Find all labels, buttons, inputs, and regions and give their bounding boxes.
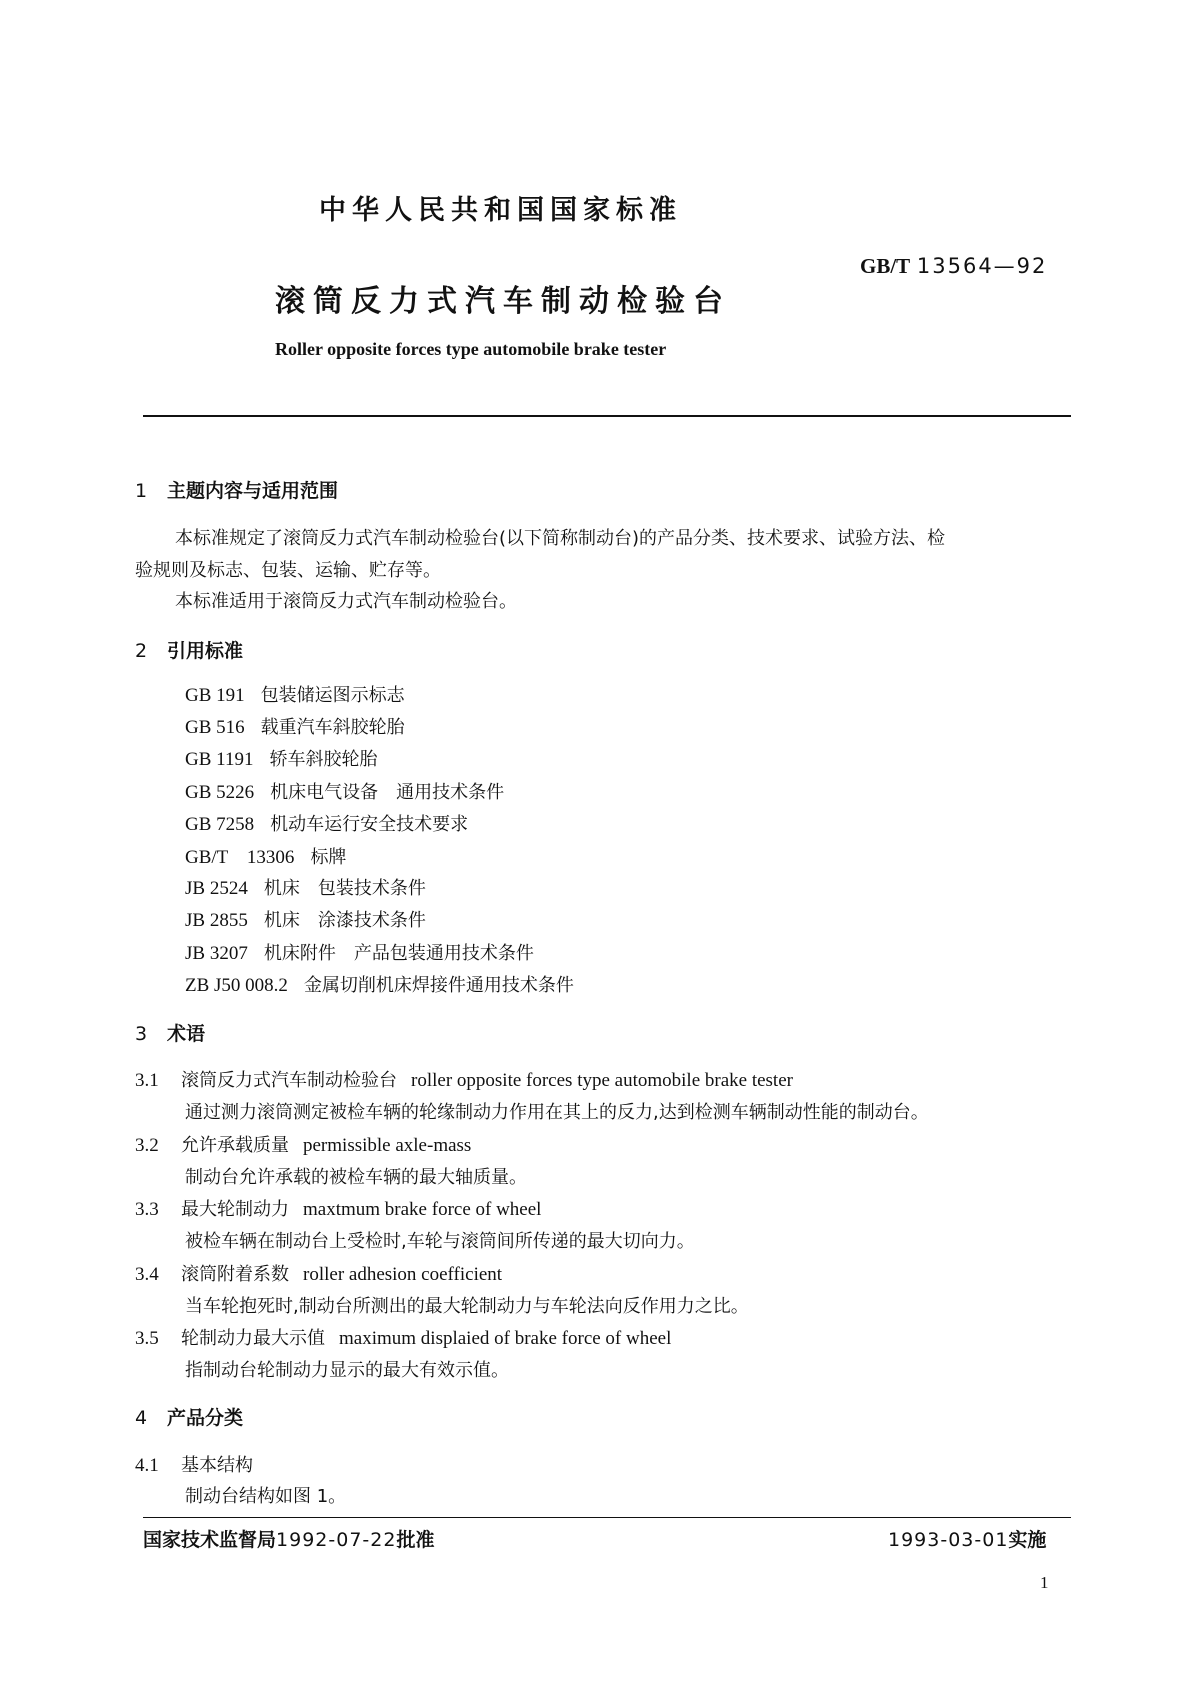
reference-item <box>185 778 504 804</box>
reference-item <box>185 874 426 900</box>
term-heading <box>135 1066 793 1092</box>
reference-item <box>185 810 468 836</box>
reference-code: GB 191 <box>185 685 245 706</box>
term-name-cn: 最大轮制动力 <box>181 1199 289 1220</box>
term-number: 3.2 <box>135 1134 159 1156</box>
reference-name: 金属切削机床焊接件通用技术条件 <box>303 974 574 996</box>
term-name-en: roller opposite forces type automobile brake tester <box>411 1070 793 1091</box>
term-definition: 当车轮抱死时,制动台所测出的最大轮制动力与车轮法向反作用力之比。 <box>185 1295 749 1317</box>
term-name-en: maximum displaied of brake force of wheel <box>339 1328 672 1349</box>
reference-code: JB 2855 <box>185 910 248 932</box>
footer-divider <box>143 1517 1071 1518</box>
term-definition: 制动台允许承载的被检车辆的最大轴质量。 <box>185 1166 527 1188</box>
term-name-cn: 轮制动力最大示值 <box>181 1328 325 1349</box>
standard-number-value: 13564—92 <box>916 254 1048 278</box>
subsection-number: 4.1 <box>135 1455 159 1476</box>
reference-item <box>185 906 426 932</box>
approver: 国家技术监督局 <box>143 1529 277 1551</box>
document-title-cn: 滚筒反力式汽车制动检验台 <box>275 284 731 319</box>
reference-code: ZB J50 008.2 <box>185 974 288 996</box>
reference-name: 机床 包装技术条件 <box>263 878 426 900</box>
term-name-en: permissible axle-mass <box>303 1134 472 1156</box>
standard-number <box>860 254 1047 279</box>
page-number: 1 <box>1040 1573 1049 1592</box>
standard-prefix: GB/T <box>860 254 911 278</box>
section-1-paragraph-2: 本标准适用于滚筒反力式汽车制动检验台。 <box>175 591 517 612</box>
reference-item <box>185 939 534 965</box>
subsection-4-1-heading <box>135 1451 253 1477</box>
reference-name: 机床 涂漆技术条件 <box>263 910 426 932</box>
reference-code: GB/T 13306 <box>185 847 295 868</box>
reference-code: GB 1191 <box>185 749 254 771</box>
reference-name: 标牌 <box>310 847 347 868</box>
reference-code: GB 5226 <box>185 781 255 803</box>
reference-item <box>185 971 574 997</box>
subsection-4-1-text: 制动台结构如图 1。 <box>185 1486 347 1507</box>
reference-item <box>185 681 405 707</box>
effective-label: 实施 <box>1008 1529 1047 1551</box>
document-title-en: Roller opposite forces type automobile brake tester <box>275 339 667 359</box>
reference-item <box>185 745 377 771</box>
section-title: 产品分类 <box>167 1407 244 1429</box>
reference-name: 机床附件 产品包装通用技术条件 <box>263 942 534 964</box>
national-standard-heading: 中华人民共和国国家标准 <box>319 195 682 226</box>
term-heading <box>135 1324 671 1350</box>
reference-name: 机床电气设备 通用技术条件 <box>270 781 505 803</box>
reference-name: 包装储运图示标志 <box>260 685 405 706</box>
reference-item <box>185 713 405 739</box>
section-1-heading <box>135 476 338 503</box>
term-name-en: roller adhesion coefficient <box>303 1263 503 1285</box>
section-2-heading <box>135 636 243 663</box>
term-name-cn: 允许承载质量 <box>181 1134 289 1156</box>
approve-date: 1992-07-22 <box>276 1529 397 1551</box>
term-number: 3.5 <box>135 1328 159 1349</box>
section-1-paragraph-1-line-1: 本标准规定了滚筒反力式汽车制动检验台(以下简称制动台)的产品分类、技术要求、试验方法、检 <box>175 528 946 549</box>
section-number: 4 <box>135 1407 148 1429</box>
reference-code: JB 3207 <box>185 942 248 964</box>
subsection-title: 基本结构 <box>181 1455 253 1476</box>
section-title: 引用标准 <box>167 640 244 662</box>
section-1-paragraph-1-line-2: 验规则及标志、包装、运输、贮存等。 <box>135 560 441 581</box>
reference-code: GB 7258 <box>185 813 255 835</box>
term-number: 3.4 <box>135 1263 159 1285</box>
effective-date: 1993-03-01 <box>888 1529 1009 1551</box>
section-4-heading <box>135 1403 243 1430</box>
term-definition: 指制动台轮制动力显示的最大有效示值。 <box>185 1360 509 1381</box>
term-name-cn: 滚筒反力式汽车制动检验台 <box>181 1070 397 1091</box>
reference-name: 机动车运行安全技术要求 <box>270 813 469 835</box>
section-title: 术语 <box>167 1023 206 1045</box>
reference-name: 载重汽车斜胶轮胎 <box>260 717 405 739</box>
term-heading <box>135 1131 471 1157</box>
reference-code: GB 516 <box>185 717 245 739</box>
term-name-cn: 滚筒附着系数 <box>181 1263 289 1285</box>
reference-item <box>185 842 346 869</box>
reference-code: JB 2524 <box>185 878 248 900</box>
term-name-en: maxtmum brake force of wheel <box>303 1199 542 1220</box>
term-heading <box>135 1260 502 1286</box>
section-3-heading <box>135 1019 205 1046</box>
effective-line <box>888 1525 1046 1552</box>
reference-name: 轿车斜胶轮胎 <box>269 749 378 771</box>
section-number: 1 <box>135 480 148 502</box>
term-definition: 通过测力滚筒测定被检车辆的轮缘制动力作用在其上的反力,达到检测车辆制动性能的制动台。 <box>185 1102 929 1123</box>
term-definition: 被检车辆在制动台上受检时,车轮与滚筒间所传递的最大切向力。 <box>185 1231 695 1252</box>
approval-line <box>143 1525 434 1552</box>
section-number: 2 <box>135 640 148 662</box>
term-number: 3.3 <box>135 1199 159 1220</box>
section-title: 主题内容与适用范围 <box>167 480 339 502</box>
term-number: 3.1 <box>135 1070 159 1091</box>
header-divider <box>143 415 1071 417</box>
term-heading <box>135 1195 541 1221</box>
approve-label: 批准 <box>396 1529 435 1551</box>
section-number: 3 <box>135 1023 148 1045</box>
